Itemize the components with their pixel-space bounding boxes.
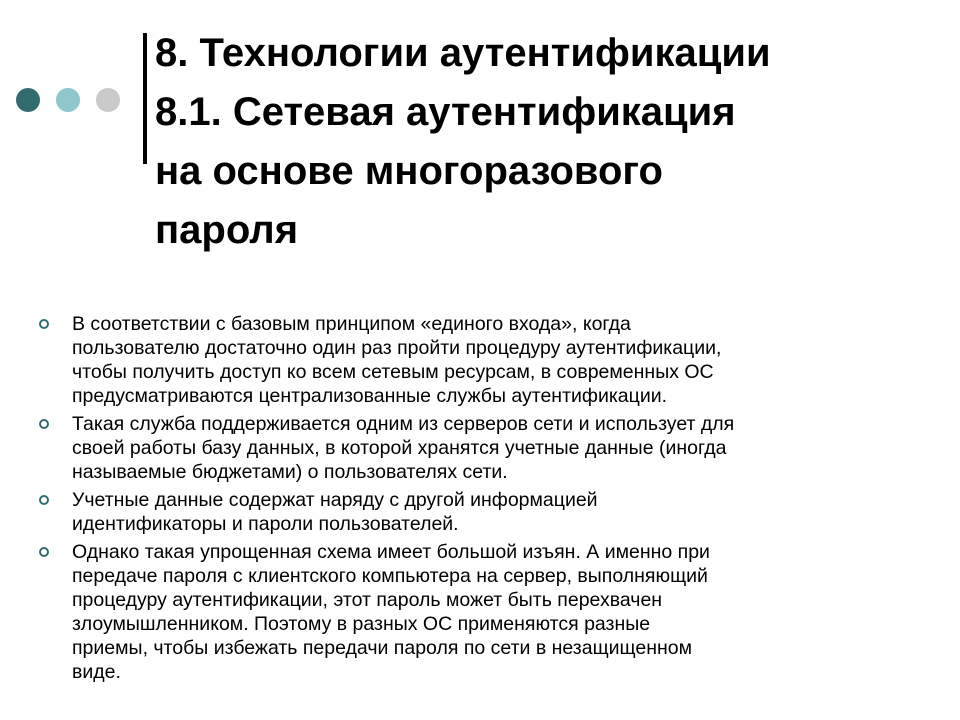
- ring-bullet-icon: [39, 547, 49, 557]
- bullet-item: [36, 412, 946, 484]
- decor-dot-light-teal: [56, 88, 80, 112]
- bullet-line: Такая служба поддерживается одним из серверов сети и использует для: [72, 413, 735, 435]
- bullet-line: пользователю достаточно один раз пройти процедуру аутентификации,: [72, 337, 722, 359]
- bullet-line: Однако такая упрощенная схема имеет большой изъян. А именно при: [72, 541, 710, 563]
- bullet-line: приемы, чтобы избежать передачи пароля по сети в незащищенном: [72, 637, 692, 659]
- bullet-line: процедуру аутентификации, этот пароль может быть перехвачен: [72, 589, 663, 611]
- bullet-line: предусматриваются централизованные службы аутентификации.: [72, 385, 668, 407]
- ring-bullet-icon: [39, 319, 49, 329]
- bullet-item: [36, 540, 946, 684]
- bullet-line: называемые бюджетами) о пользователях сети.: [72, 461, 508, 483]
- bullet-item: [36, 488, 946, 536]
- slide-title: [155, 24, 955, 260]
- title-divider-bar: [143, 33, 147, 164]
- title-line: 8.1. Сетевая аутентификация: [155, 90, 736, 134]
- ring-bullet-icon: [39, 419, 49, 429]
- bullet-list: [36, 312, 946, 688]
- bullet-line: чтобы получить доступ ко всем сетевым ресурсам, в современных ОС: [72, 361, 714, 383]
- title-line: на основе многоразового: [155, 149, 663, 193]
- bullet-line: передаче пароля с клиентского компьютера на сервер, выполняющий: [72, 565, 708, 587]
- bullet-line: идентификаторы и пароли пользователей.: [72, 513, 459, 535]
- bullet-item: [36, 312, 946, 408]
- title-line: 8. Технологии аутентификации: [155, 31, 771, 75]
- decor-dot-grey: [96, 88, 120, 112]
- bullet-line: виде.: [72, 661, 121, 683]
- bullet-line: Учетные данные содержат наряду с другой информацией: [72, 489, 598, 511]
- title-line: пароля: [155, 208, 299, 252]
- bullet-line: своей работы базу данных, в которой хранятся учетные данные (иногда: [72, 437, 727, 459]
- decor-dot-dark-teal: [16, 88, 40, 112]
- bullet-line: злоумышленником. Поэтому в разных ОС применяются разные: [72, 613, 651, 635]
- bullet-line: В соответствии с базовым принципом «единого входа», когда: [72, 313, 631, 335]
- ring-bullet-icon: [39, 495, 49, 505]
